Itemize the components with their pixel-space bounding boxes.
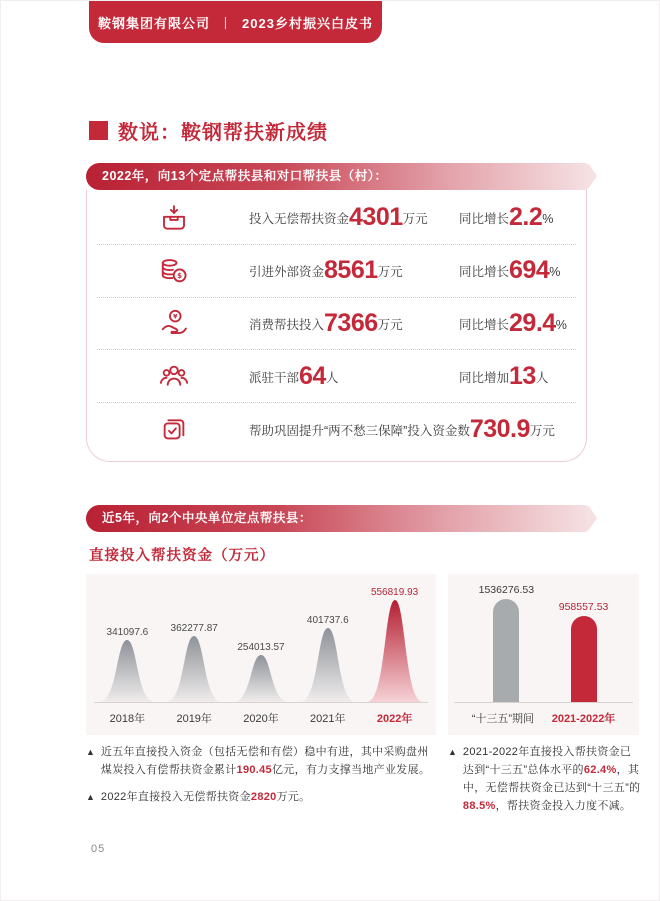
- stat-main: [249, 362, 459, 391]
- stat-right-unit: 人: [535, 370, 549, 385]
- stat-right: [459, 203, 553, 232]
- stat-row-consumption: [97, 297, 576, 350]
- deposit-box-icon: [159, 203, 189, 233]
- stat-unit: 人: [325, 370, 339, 385]
- axis-tick-label: 2021年: [310, 713, 346, 725]
- stat-value: 64: [299, 361, 326, 390]
- data-label: 556819.93: [370, 587, 419, 598]
- people-group-icon: [159, 361, 189, 391]
- stat-unit: 万元: [377, 265, 403, 280]
- book-title: 2023乡村振兴白皮书: [242, 15, 373, 31]
- mountain-2018: [94, 627, 161, 702]
- stat-row-donation: [97, 192, 576, 244]
- footnote-text: 2021-2022年直接投入帮扶资金已达到“十三五”总体水平的62.4%，其中，无偿帮扶资金已达到“十三五”的88.5%，帮扶资金投入力度不减。: [462, 746, 641, 813]
- section-title: [89, 116, 328, 145]
- stat-label: 投入无偿帮扶资金: [249, 212, 350, 227]
- mountain-chart-panel: [86, 574, 436, 735]
- data-label: 254013.57: [237, 642, 285, 653]
- hand-coin-icon: [159, 308, 189, 338]
- footnotes-left: [86, 743, 438, 815]
- stat-right-label: 同比增长: [459, 265, 510, 280]
- mountain-2022: [361, 587, 428, 702]
- stat-right: [459, 362, 548, 391]
- stat-unit: 万元: [377, 317, 403, 332]
- banner-2022-targets: 2022年，向13个定点帮扶县和对口帮扶县（村）：: [86, 163, 588, 190]
- stat-label: 引进外部资金: [249, 265, 325, 280]
- data-label: 341097.6: [106, 627, 149, 638]
- chart-title: 直接投入帮扶资金（万元）: [89, 548, 275, 564]
- stat-value: 8561: [324, 256, 378, 285]
- bar-chart-panel: [448, 574, 639, 735]
- company-name: 鞍钢集团有限公司: [98, 15, 211, 31]
- bar-fill-red: [571, 616, 597, 702]
- header-divider: 丨: [219, 15, 234, 31]
- axis-tick-label-highlight: 2021-2022年: [551, 713, 616, 725]
- axis-tick-label: 2018年: [109, 713, 146, 725]
- footnote: [86, 788, 438, 806]
- mountain-2019: [161, 623, 228, 702]
- triangle-bullet-icon: ▲: [86, 792, 95, 803]
- section-title-text: 数说：鞍钢帮扶新成绩: [118, 122, 328, 144]
- stat-unit: 万元: [529, 423, 555, 438]
- data-label: 958557.53: [558, 601, 609, 613]
- triangle-bullet-icon: ▲: [86, 747, 95, 757]
- stat-value: 7366: [324, 308, 378, 337]
- coins-icon: [159, 256, 189, 286]
- triangle-bullet-icon: ▲: [448, 747, 457, 757]
- footnote-text: 2022年直接投入无偿帮扶资金2820万元。: [100, 791, 311, 804]
- stat-right-label: 同比增长: [459, 212, 510, 227]
- stat-right: [459, 309, 567, 338]
- stat-main: [249, 256, 459, 285]
- stat-row-guarantee: [97, 402, 576, 455]
- mountain-2020: [228, 642, 295, 702]
- x-axis-labels: [454, 703, 633, 726]
- stat-value: 730.9: [469, 414, 530, 443]
- page-number: 05: [91, 843, 106, 855]
- stat-value: 4301: [349, 203, 403, 232]
- banner-5year-targets: 近5年，向2个中央单位定点帮扶县：: [86, 505, 588, 532]
- axis-tick-label: 2020年: [243, 713, 279, 725]
- footnote-text: 近五年直接投入资金（包括无偿和有偿）稳中有进，其中采购盘州煤炭投入有偿帮扶资金累计190.45亿元，有力支撑当地产业发展。: [100, 746, 431, 777]
- axis-tick-label-highlight: 2022年: [376, 713, 413, 725]
- axis-tick-label: 2019年: [176, 713, 212, 725]
- document-check-icon: [159, 414, 189, 444]
- stat-right: [459, 256, 560, 285]
- stat-row-cadres: [97, 349, 576, 402]
- stat-row-external-funds: [97, 244, 576, 297]
- data-label: 362277.87: [170, 623, 218, 634]
- stat-main: [249, 309, 459, 338]
- footnotes-right: [448, 743, 641, 825]
- bar-13th-fiveyear: [479, 584, 534, 702]
- red-square-bullet-icon: [89, 121, 108, 140]
- svg-text:$: $: [177, 271, 183, 280]
- x-axis-labels: [94, 703, 428, 726]
- page-header-badge: [89, 1, 382, 43]
- stat-right-unit: %: [542, 212, 554, 227]
- svg-text:¥: ¥: [173, 314, 178, 322]
- stat-unit: 万元: [402, 212, 428, 227]
- stat-right-value: 29.4: [509, 308, 556, 337]
- stat-label: 消费帮扶投入: [249, 317, 325, 332]
- stat-main: [249, 203, 459, 232]
- bar-chart: [454, 578, 633, 702]
- stat-label: 派驻干部: [249, 370, 300, 385]
- bar-2021-2022: [559, 601, 609, 702]
- axis-tick-label: “十三五”期间: [471, 713, 535, 725]
- stat-right-label: 同比增长: [459, 317, 510, 332]
- stats-box: [86, 190, 587, 462]
- stat-right-unit: %: [549, 265, 561, 280]
- stat-label: 帮助巩固提升“两不愁三保障”投入资金数: [249, 423, 470, 438]
- footnote: [86, 743, 438, 779]
- mountain-chart: [94, 578, 428, 702]
- stat-right-value: 13: [509, 361, 536, 390]
- stat-right-label: 同比增加: [459, 370, 510, 385]
- data-label: 401737.6: [306, 615, 349, 626]
- stat-right-unit: %: [555, 317, 567, 332]
- stat-main: [249, 415, 555, 444]
- stat-right-value: 2.2: [509, 203, 543, 232]
- data-label: 1536276.53: [478, 584, 535, 596]
- footnote: [448, 743, 641, 816]
- bar-fill-gray: [493, 599, 519, 702]
- stat-right-value: 694: [509, 256, 550, 285]
- mountain-2021: [294, 615, 361, 702]
